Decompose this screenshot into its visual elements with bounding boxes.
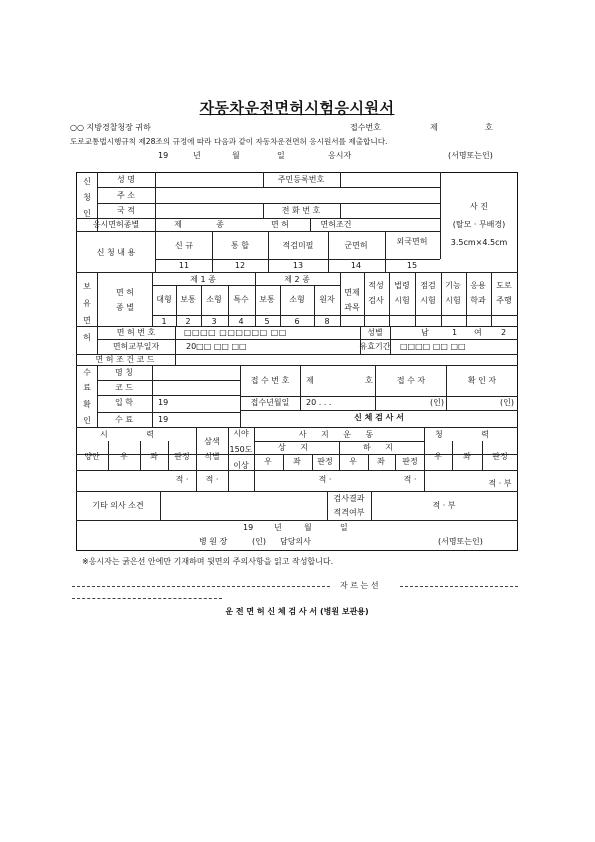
- upper-right: 우: [264, 457, 272, 466]
- class1-normal: 보통: [180, 295, 196, 304]
- license-no-label: 면 허 번 호: [116, 328, 156, 337]
- cut-line-second: [72, 598, 222, 599]
- applicant-sign-note: (서명또는인): [448, 151, 493, 160]
- held-code-6: 6: [294, 317, 300, 326]
- auditory-right: 우: [434, 452, 442, 461]
- date-nyeon: 년: [193, 151, 201, 160]
- applicant-side-1: 신: [83, 177, 91, 186]
- condition-code-label: 면 허 조 건 코 드: [95, 355, 155, 364]
- receipt-date-label: 접수년월일: [250, 398, 290, 407]
- school-name-label: 명 칭: [115, 368, 133, 377]
- receipt-ho: 호: [485, 123, 493, 132]
- gender-female-code: 2: [501, 328, 507, 337]
- subject-law-2: 시험: [394, 296, 410, 305]
- held-code-5: 5: [264, 317, 270, 326]
- school-side-4: 인: [83, 416, 91, 425]
- exam-date-year: 19: [243, 523, 254, 532]
- held-code-4: 4: [238, 317, 244, 326]
- auditory-mark: 적 · 부: [488, 479, 512, 488]
- app-option-merge: 통 합: [231, 241, 249, 250]
- field-label-3: 이상: [233, 461, 249, 470]
- applicant-side-3: 인: [83, 209, 91, 218]
- license-condition-label: 면허조건: [320, 220, 352, 229]
- lower-left: 좌: [377, 457, 385, 466]
- footer-title: 운 전 면 허 신 체 검 사 서 (병원 보관용): [225, 607, 369, 616]
- class2-normal: 보통: [259, 295, 275, 304]
- class2-motor: 원자: [319, 295, 335, 304]
- cut-line-right: [400, 586, 518, 587]
- app-code-13: 13: [292, 261, 304, 270]
- address-label: 주 소: [117, 191, 135, 200]
- school-complete-label: 수 료: [115, 415, 133, 424]
- exempt-1: 면제: [344, 288, 360, 297]
- date-wol: 월: [232, 151, 240, 160]
- receipt-number-label: 접수번호: [350, 123, 381, 132]
- application-label: 신 청 내 용: [96, 248, 136, 257]
- doctor-label: 담당의사: [280, 537, 311, 546]
- color-label-1: 삼색: [204, 437, 220, 446]
- subject-inspect-1: 점검: [420, 281, 436, 290]
- field-label-1: 시야: [233, 429, 249, 438]
- limbs-label: 사 지 운 동: [298, 430, 380, 439]
- gender-male: 남: [421, 328, 429, 337]
- subject-aptitude-1: 적성: [368, 281, 384, 290]
- held-class2: 제 2 종: [284, 275, 310, 284]
- result-label-2: 적격여부: [333, 508, 365, 517]
- hospital-label: 병 원 장: [199, 537, 228, 546]
- subject-skill-2: 시험: [445, 296, 461, 305]
- upper-judge: 판정: [317, 457, 333, 466]
- lower-limb-label: 하 지: [363, 443, 399, 452]
- photo-label: 사 진: [470, 202, 488, 211]
- photo-spec-1: (탈모 · 무배경): [452, 220, 506, 229]
- receipt-no-je: 제: [306, 376, 314, 385]
- app-option-military: 군면허: [344, 241, 368, 250]
- receipt-no-label: 접 수 번 호: [250, 376, 290, 385]
- school-side-2: 료: [83, 383, 91, 392]
- lower-right: 우: [349, 457, 357, 466]
- resident-no-label: 주민등록번호: [277, 175, 325, 184]
- receiver-seal: (인): [430, 398, 444, 407]
- subject-applied-2: 학과: [470, 296, 486, 305]
- held-type-label-2: 종 별: [116, 303, 134, 312]
- auditory-label: 청 력: [435, 430, 507, 439]
- phone-label: 전 화 번 호: [281, 206, 321, 215]
- class1-special: 특수: [233, 295, 249, 304]
- held-code-3: 3: [211, 317, 217, 326]
- hospital-seal: (인): [252, 537, 266, 546]
- app-code-11: 11: [178, 261, 190, 270]
- held-code-1: 1: [161, 317, 167, 326]
- subject-road-1: 도로: [496, 281, 512, 290]
- result-label-1: 검사결과: [333, 494, 365, 503]
- held-type-label-1: 면 허: [116, 288, 134, 297]
- held-code-8: 8: [324, 317, 330, 326]
- app-code-14: 14: [350, 261, 362, 270]
- name-label: 성 명: [117, 175, 135, 184]
- doctor-opinion-label: 기타 의사 소견: [92, 501, 144, 510]
- receipt-no-ho: 호: [365, 376, 373, 385]
- held-code-2: 2: [185, 317, 191, 326]
- approver-seal: (인): [500, 398, 514, 407]
- color-mark: 적 ·: [205, 475, 219, 484]
- gender-female: 여: [474, 328, 482, 337]
- school-enter-value: 19: [158, 398, 169, 407]
- subject-skill-1: 기능: [445, 281, 461, 290]
- subject-inspect-2: 시험: [420, 296, 436, 305]
- held-class1: 제 1 종: [190, 275, 216, 284]
- nationality-label: 국 적: [117, 206, 135, 215]
- cut-line-label: 자 르 는 선: [340, 581, 379, 590]
- issue-date-label: 면허교부일자: [112, 342, 160, 351]
- exempt-2: 과목: [344, 303, 360, 312]
- subject-law-1: 법령: [394, 281, 410, 290]
- vision-left: 좌: [150, 452, 158, 461]
- valid-period-value: □□□□ □□ □□: [400, 342, 466, 351]
- app-option-unchecked: 적검미필: [282, 241, 314, 250]
- class2-small: 소형: [289, 295, 305, 304]
- exam-date-il: 일: [340, 523, 348, 532]
- held-side-2: 유: [83, 299, 91, 308]
- gender-male-code: 1: [452, 328, 458, 337]
- auditory-judge: 판정: [492, 452, 508, 461]
- physical-exam-title: 신 체 검 사 서: [354, 413, 404, 422]
- receipt-date-value: 20 . . .: [306, 398, 332, 407]
- subject-aptitude-2: 검사: [368, 296, 384, 305]
- held-side-3: 면: [83, 316, 91, 325]
- school-complete-value: 19: [158, 415, 169, 424]
- lower-judge: 판정: [402, 457, 418, 466]
- approver-label: 확 인 자: [467, 376, 497, 385]
- auditory-left: 좌: [463, 452, 471, 461]
- note: ※응시자는 굵은선 안에만 기재하며 뒷면의 주의사항을 읽고 작성합니다.: [82, 557, 334, 566]
- upper-mark: 적 ·: [318, 475, 332, 484]
- photo-spec-2: 3.5cm×4.5cm: [450, 238, 508, 247]
- license-type-jong: 종: [216, 220, 224, 229]
- applicant-side-2: 청: [83, 193, 91, 202]
- applicant-label: 응시자: [328, 151, 352, 160]
- valid-period-label: 유효기간: [359, 342, 391, 351]
- app-code-15: 15: [406, 261, 418, 270]
- issue-date-value: 20□□ □□ □□: [186, 342, 247, 351]
- license-type-je: 제: [174, 220, 182, 229]
- subject-road-2: 주행: [496, 296, 512, 305]
- upper-left: 좌: [293, 457, 301, 466]
- upper-limb-label: 상 지: [278, 443, 314, 452]
- gender-label: 성별: [367, 328, 383, 337]
- vision-mark: 적 ·: [175, 475, 189, 484]
- app-option-new: 신 규: [175, 241, 193, 250]
- held-side-1: 보: [83, 282, 91, 291]
- lower-mark: 적 ·: [403, 475, 417, 484]
- held-side-4: 허: [83, 333, 91, 342]
- license-no-boxes: □□□□ □□□□□□ □□: [184, 328, 287, 337]
- class1-large: 대형: [156, 295, 172, 304]
- vision-right: 우: [120, 452, 128, 461]
- app-code-12: 12: [234, 261, 246, 270]
- school-side-1: 수: [83, 368, 91, 377]
- field-label-2: 150도: [229, 445, 253, 454]
- app-option-foreign: 외국면허: [396, 237, 428, 246]
- exam-date-wol: 월: [304, 523, 312, 532]
- vision-both: 양안: [84, 452, 100, 461]
- school-enter-label: 입 학: [115, 398, 133, 407]
- vision-label: 시 력: [100, 430, 172, 439]
- license-type-label: 응시면허종별: [92, 220, 140, 229]
- exam-date-nyeon: 년: [274, 523, 282, 532]
- doctor-sign: (서명또는인): [438, 537, 483, 546]
- date-il: 일: [277, 151, 285, 160]
- color-label-2: 식별: [204, 452, 220, 461]
- date-year: 19: [158, 151, 169, 160]
- statement: 도로교통법시행규칙 제28조의 규정에 따라 다음과 같이 자동차운전면허 응시원서를 제출합니다.: [70, 137, 388, 146]
- subject-applied-1: 응용: [470, 281, 486, 290]
- addressee: ○○ 지방경찰청장 귀하: [70, 123, 151, 132]
- page-title: 자동차운전면허시험응시원서: [199, 99, 395, 117]
- school-code-label: 코 드: [115, 383, 133, 392]
- cut-line-left: [72, 586, 330, 587]
- class1-small: 소형: [206, 295, 222, 304]
- receipt-je: 제: [430, 123, 438, 132]
- receiver-label: 접 수 자: [396, 376, 426, 385]
- license-type-license: 면 허: [271, 220, 289, 229]
- vision-judge: 판정: [174, 452, 190, 461]
- school-side-3: 확: [83, 400, 91, 409]
- result-value: 적 · 부: [432, 501, 456, 510]
